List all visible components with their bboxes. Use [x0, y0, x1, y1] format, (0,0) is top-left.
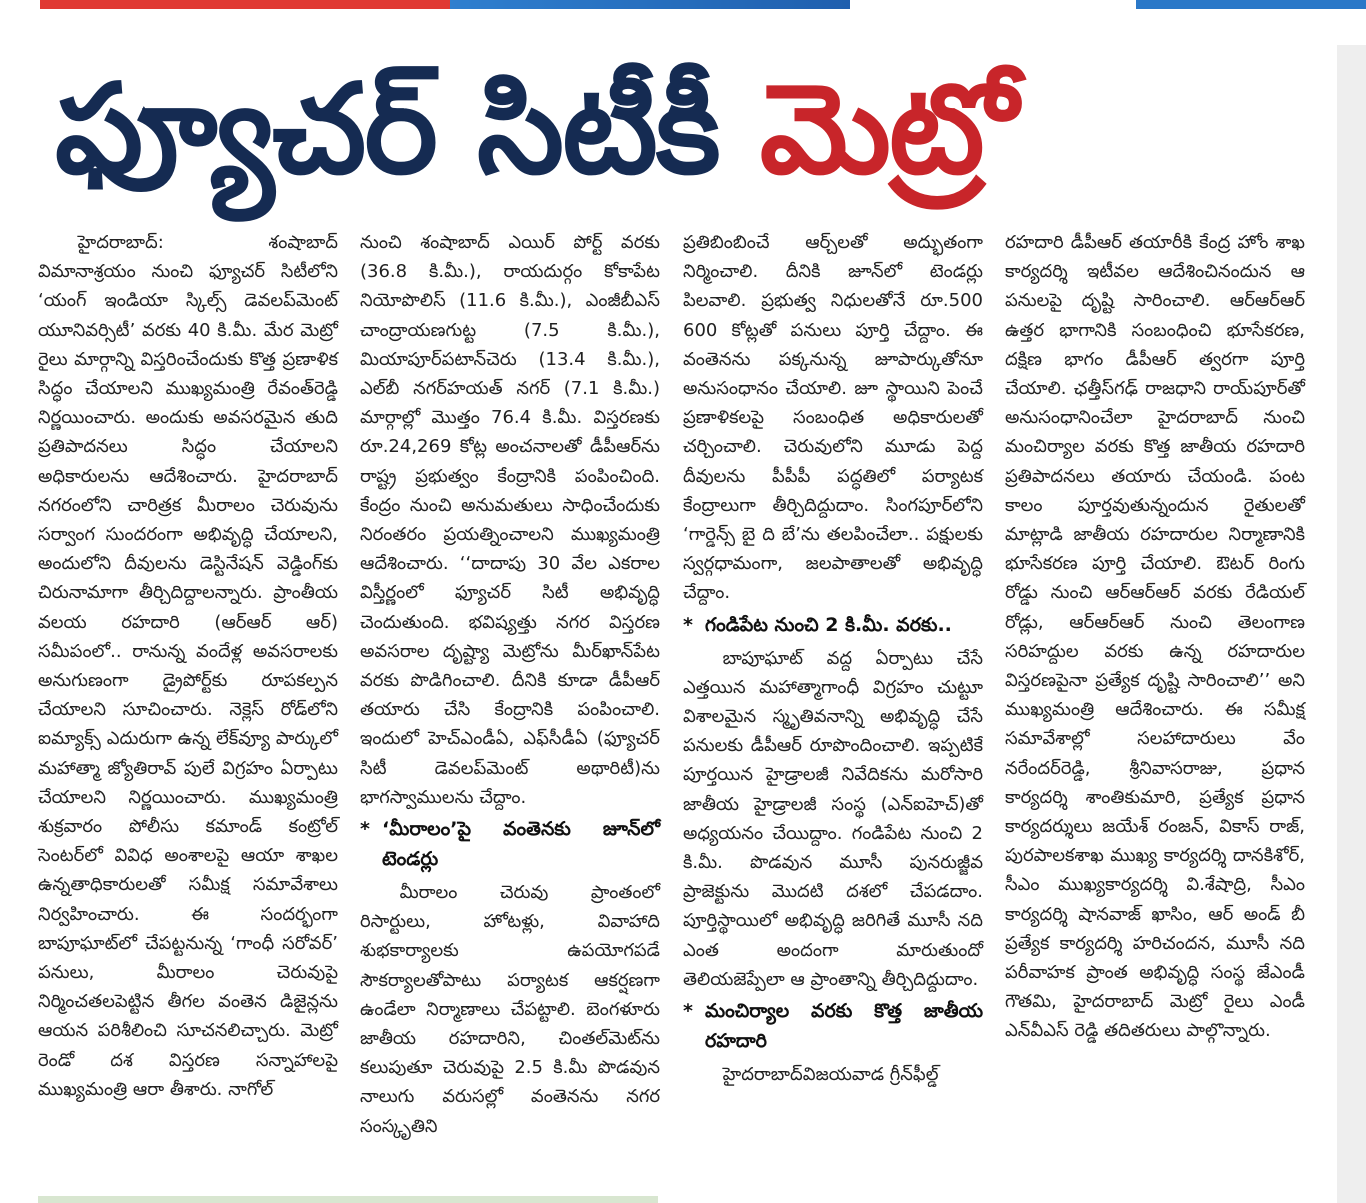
bullet-icon: *	[360, 818, 370, 841]
column-3-paragraph-3: హైదరాబాద్‌విజయవాడ గ్రీన్‌ఫీల్డ్	[722, 1064, 939, 1086]
top-bar-blue-segment	[450, 0, 850, 9]
top-bar-blue-segment-right	[1136, 0, 1366, 9]
bullet-icon: *	[683, 1000, 693, 1023]
column-3-paragraph-1: ప్రతిబింబించే ఆర్చ్‌లతో అద్భుతంగా నిర్మించాలి. దీనికి జూన్‌లో టెండర్లు పిలవాలి. ప్రభుత్వ నిధులతోనే రూ.500 600 కోట్లతో పనులు పూర్తి చేద్దాం. ఈ వంతెనను పక్కనున్న జూపార్కుతోనూ అనుసంధానం చేయాలి. జూ స్థాయిని పెంచే ప్రణాళికలపై సంబంధిత అధికారులతో చర్చించాలి. చెరువులోని మూడు పెద్ద దీవులను పీపీపీ పద్ధతిలో పర్యాటక కేంద్రాలుగా తీర్చిదిద్దుదాం. సింగపూర్‌లోని ‘గార్డెన్స్ బై ది బే’ను తలపించేలా.. పక్షులకు స్వర్గధామంగా, జలపాతాలతో అభివృద్ధి చేద్దాం.	[683, 232, 983, 604]
adjacent-page-strip	[1337, 45, 1366, 1203]
top-color-bar	[0, 0, 1366, 12]
article-column-4	[1005, 228, 1305, 1046]
subheading-text: ‘మీరాలం’పై వంతెనకు జూన్‌లో టెండర్లు	[382, 818, 660, 871]
headline-part-metro: మెట్రో	[759, 58, 1016, 202]
bullet-icon: *	[683, 613, 693, 636]
subheading-text: గండిపేట నుంచి 2 కి.మీ. వరకు..	[705, 613, 952, 636]
column-1-paragraph: హైదరాబాద్: శంషాబాద్ విమానాశ్రయం నుంచి ఫ్యూచర్ సిటీలోని ‘యంగ్ ఇండియా స్కిల్స్ డెవలప్‌మెంట్ యూనివర్సిటీ’ వరకు 40 కి.మీ. మేర మెట్రో రైలు మార్గాన్ని విస్తరించేందుకు కొత్త ప్రణాళిక సిద్ధం చేయాలని ముఖ్యమంత్రి రేవంత్‌రెడ్డి నిర్ణయించారు. అందుకు అవసరమైన తుది ప్రతిపాదనలు సిద్ధం చేయాలని అధికారులను ఆదేశించారు. హైదరాబాద్ నగరంలోని చారిత్రక మీరాలం చెరువును సర్వాంగ సుందరంగా అభివృద్ధి చేయాలని, అందులోని దీవులను డెస్టినేషన్ వెడ్డింగ్‌కు చిరునామాగా తీర్చిదిద్దాలన్నారు. ప్రాంతీయ వలయ రహదారి (ఆర్‌ఆర్ ఆర్) సమీపంలో.. రానున్న వందేళ్ల అవసరాలకు అనుగుణంగా డ్రైపోర్ట్‌కు రూపకల్పన చేయాలని సూచించారు. నెక్లెస్ రోడ్‌లోని ఐమ్యాక్స్ ఎదురుగా ఉన్న లేక్‌వ్యూ పార్కులో మహాత్మా జ్యోతిరావ్ పులే విగ్రహం ఏర్పాటు చేయాలని నిర్ణయించారు. ముఖ్యమంత్రి శుక్రవారం పోలీసు కమాండ్ కంట్రోల్ సెంటర్‌లో వివిధ అంశాలపై ఆయా శాఖల ఉన్నతాధికారులతో సమీక్ష సమావేశాలు నిర్వహించారు. ఈ సందర్భంగా బాపూఘాట్‌లో చేపట్టనున్న ‘గాంధీ సరోవర్’ పనులు, మీరాలం చెరువుపై నిర్మించతలపెట్టిన తీగల వంతెన డిజైన్లను ఆయన పరిశీలించి సూచనలిచ్చారు. మెట్రో రెండో దశ విస్తరణ సన్నాహాలపై ముఖ్యమంత్రి ఆరా తీశారు. నాగోల్	[38, 232, 338, 1100]
subheading-text: మంచిర్యాల వరకు కొత్త జాతీయ రహదారి	[705, 1000, 983, 1053]
bottom-divider	[38, 1196, 658, 1203]
headline-part-future-city: ఫ్యూచర్ సిటీకీ	[55, 58, 760, 202]
subheading-gandipet	[683, 610, 983, 640]
top-bar-red-segment	[40, 0, 450, 9]
article-column-1	[38, 228, 338, 1104]
article-column-2	[360, 228, 660, 1141]
column-2-paragraph-1: నుంచి శంషాబాద్ ఎయిర్ పోర్ట్ వరకు (36.8 కి.మీ.), రాయదుర్గం కోకాపేట నియోపొలిస్ (11.6 కి.మీ.), ఎంజీబీఎస్ చాంద్రాయణగుట్ట (7.5 కి.మీ.), మియాపూర్‌పటాన్‌చెరు (13.4 కి.మీ.), ఎల్‌బీ నగర్‌హయత్ నగర్ (7.1 కి.మీ.) మార్గాల్లో మొత్తం 76.4 కి.మీ. విస్తరణకు రూ.24,269 కోట్ల అంచనాలతో డీపీఆర్‌ను రాష్ట్ర ప్రభుత్వం కేంద్రానికి పంపించింది. కేంద్రం నుంచి అనుమతులు సాధించేందుకు నిరంతరం ప్రయత్నించాలని ముఖ్యమంత్రి ఆదేశించారు. ‘‘దాదాపు 30 వేల ఎకరాల విస్తీర్ణంలో ఫ్యూచర్ సిటీ అభివృద్ధి చెందుతుంది. భవిష్యత్తు నగర విస్తరణ అవసరాల దృష్ట్యా మెట్రోను మీర్‌ఖాన్‌పేట వరకు పొడిగించాలి. దీనికి కూడా డీపీఆర్ తయారు చేసి కేంద్రానికి పంపించాలి. ఇందులో హెచ్‌ఎండీఏ, ఎఫ్‌సీడీఏ (ఫ్యూచర్ సిటీ డెవలప్‌మెంట్ అథారిటీ)ను భాగస్వాములను చేద్దాం.	[360, 232, 660, 808]
column-4-paragraph: రహదారి డీపీఆర్ తయారీకి కేంద్ర హోం శాఖ కార్యదర్శి ఇటీవల ఆదేశించినందున ఆ పనులపై దృష్టి సారించాలి. ఆర్‌ఆర్‌ఆర్ ఉత్తర భాగానికి సంబంధించి భూసేకరణ, దక్షిణ భాగం డీపీఆర్ త్వరగా పూర్తి చేయాలి. ఛత్తీస్‌గఢ్ రాజధాని రాయ్‌పూర్‌తో అనుసంధానించేలా హైదరాబాద్ నుంచి మంచిర్యాల వరకు కొత్త జాతీయ రహదారి ప్రతిపాదనలు తయారు చేయండి. పంట కాలం పూర్తవుతున్నందున రైతులతో మాట్లాడి జాతీయ రహదారుల నిర్మాణానికి భూసేకరణ పూర్తి చేయాలి. ఔటర్ రింగు రోడ్డు నుంచి ఆర్‌ఆర్‌ఆర్ వరకు రేడియల్ రోడ్లు, ఆర్‌ఆర్‌ఆర్ నుంచి తెలంగాణ సరిహద్దుల వరకు ఉన్న రహదారుల విస్తరణపైనా ప్రత్యేక దృష్టి సారించాలి’’ అని ముఖ్యమంత్రి ఆదేశించారు. ఈ సమీక్ష సమావేశాల్లో సలహాదారులు వేం నరేందర్‌రెడ్డి, శ్రీనివాసరాజు, ప్రధాన కార్యదర్శి శాంతికుమారి, ప్రత్యేక ప్రధాన కార్యదర్శులు జయేశ్ రంజన్, వికాస్ రాజ్, పురపాలకశాఖ ముఖ్య కార్యదర్శి దానకిశోర్, సీఎం ముఖ్యకార్యదర్శి వి.శేషాద్రి, సీఎం కార్యదర్శి షానవాజ్ ఖాసిం, ఆర్ అండ్ బీ ప్రత్యేక కార్యదర్శి హరిచందన, మూసీ నది పరీవాహక ప్రాంత అభివృద్ధి సంస్థ జేఎండీ గౌతమి, హైదరాబాద్ మెట్రో రైలు ఎండీ ఎన్‌వీఎస్ రెడ్డి తదితరులు పాల్గొన్నారు.	[1005, 232, 1305, 1042]
column-2-paragraph-2: మీరాలం చెరువు ప్రాంతంలో రిసార్టులు, హోటళ్లు, వివాహాది శుభకార్యాలకు ఉపయోగపడే సౌకర్యాలతోపాటు పర్యాటక ఆకర్షణగా ఉండేలా నిర్మాణాలు చేపట్టాలి. బెంగళూరు జాతీయ రహదారిని, చింతల్‌మెట్‌ను కలుపుతూ చెరువుపై 2.5 కి.మీ పొడవున నాలుగు వరుసల్లో వంతెనను నగర సంస్కృతిని	[360, 882, 660, 1137]
headline	[55, 40, 1295, 220]
subheading-miralam-bridge-tenders	[360, 814, 660, 874]
column-3-paragraph-2: బాపూఘాట్ వద్ద ఏర్పాటు చేసే ఎత్తయిన మహాత్మాగాంధీ విగ్రహం చుట్టూ విశాలమైన స్మృతివనాన్ని అభివృద్ధి చేసే పనులకు డీపీఆర్ రూపొందించాలి. ఇప్పటికే పూర్తయిన హైడ్రాలజీ నివేదికను మరోసారి జాతీయ హైడ్రాలజీ సంస్థ (ఎన్‌ఐహెచ్)తో అధ్యయనం చేయిద్దాం. గండిపేట నుంచి 2 కి.మీ. పొడవున మూసీ పునరుజ్జీవ ప్రాజెక్టును మొదటి దశలో చేపడదాం. పూర్తిస్థాయిలో అభివృద్ధి జరిగితే మూసీ నది ఎంత అందంగా మారుతుందో తెలియజెప్పేలా ఆ ప్రాంతాన్ని తీర్చిదిద్దుదాం.	[683, 647, 983, 990]
article-column-3	[683, 228, 983, 1089]
subheading-mancherial-highway	[683, 996, 983, 1056]
top-bar-white-segment	[858, 0, 1134, 9]
